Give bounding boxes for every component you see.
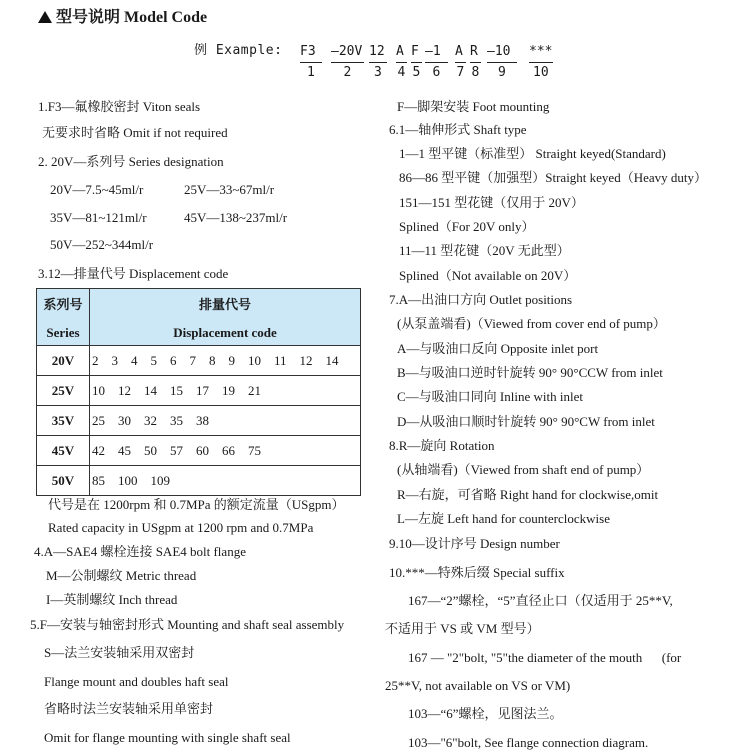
shaft-151: 151—151 型花键（仅用于 20V） <box>399 195 584 210</box>
example-segment-number: 5 <box>412 65 421 80</box>
displacement-value: 3 <box>111 352 118 368</box>
inch-thread: I—英制螺纹 Inch thread <box>46 592 178 607</box>
rotation-r: R—右旋，可省略 Right hand for clockwise,omit <box>397 487 659 502</box>
shaft-1: 1—1 型平键（标准型） Straight keyed(Standard) <box>399 146 666 161</box>
rated-note-en: Rated capacity in USgpm at 1200 rpm and 0.7MPa <box>48 520 314 535</box>
table-header-series <box>37 289 90 346</box>
outlet-d: D—从吸油口顺时针旋转 90° 90°CW from inlet <box>397 414 655 429</box>
example-segment-number: 3 <box>374 65 382 80</box>
row-series: 50V <box>37 466 90 496</box>
displacement-value: 19 <box>222 382 235 398</box>
displacement-value: 85 <box>92 472 105 488</box>
outlet-view: (从泵盖端看)（Viewed from cover end of pump） <box>397 316 666 331</box>
row-series: 25V <box>37 376 90 406</box>
displacement-value: 30 <box>118 412 131 428</box>
example-segment-number: 6 <box>432 65 441 80</box>
example-segment: —1 <box>425 44 448 63</box>
displacement-value: 12 <box>118 382 131 398</box>
displacement-value: 50 <box>144 442 157 458</box>
series-50v: 50V—252~344ml/r <box>50 237 154 252</box>
metric-thread: M—公制螺纹 Metric thread <box>46 568 197 583</box>
example-label: 例 Example: <box>194 43 283 58</box>
displacement-value: 109 <box>150 472 170 488</box>
header-disp-cn: 排量代号 <box>198 296 251 312</box>
series-20v: 20V—7.5~45ml/r <box>50 182 144 197</box>
shaft-86: 86—86 型平键（加强型）Straight keyed（Heavy duty） <box>399 170 707 185</box>
example-segment-number: 10 <box>533 65 549 80</box>
row-series: 20V <box>37 346 90 376</box>
item-7-outlet: 7.A—出油口方向 Outlet positions <box>389 292 573 307</box>
rated-note-cn: 代号是在 1200rpm 和 0.7MPa 的额定流量（USgpm） <box>48 497 345 512</box>
row-values <box>90 376 361 406</box>
table-header-displacement <box>90 289 361 346</box>
row-series: 45V <box>37 436 90 466</box>
displacement-value: 17 <box>196 382 209 398</box>
displacement-value: 4 <box>131 352 138 368</box>
displacement-value: 8 <box>209 352 216 368</box>
example-segment-number: 7 <box>456 65 465 80</box>
item-9-design: 9.10—设计序号 Design number <box>389 536 560 551</box>
displacement-value: 57 <box>170 442 183 458</box>
flange-double-cn: S—法兰安装轴采用双密封 <box>44 645 195 660</box>
header-disp-en: Displacement code <box>173 324 277 340</box>
suffix-103-en: 103—"6"bolt, See flange connection diagram. <box>408 735 649 750</box>
displacement-value: 9 <box>228 352 235 368</box>
displacement-value: 45 <box>118 442 131 458</box>
row-values <box>90 466 361 496</box>
displacement-value: 10 <box>92 382 105 398</box>
shaft-11: 11—11 型花键（20V 无此型） <box>399 243 570 258</box>
suffix-167-cn-cont: 不适用于 VS 或 VM 型号） <box>385 621 540 636</box>
rotation-view: (从轴端看)（Viewed from shaft end of pump） <box>397 462 650 477</box>
page-title <box>38 10 207 26</box>
displacement-value: 2 <box>92 352 99 368</box>
displacement-value: 10 <box>248 352 261 368</box>
displacement-value: 100 <box>118 472 138 488</box>
page-title-text: 型号说明 Model Code <box>56 9 208 26</box>
row-values <box>90 436 361 466</box>
suffix-167-en: 167 — "2"bolt, "5"the diameter of the mouth (for <box>408 650 682 665</box>
example-segment-number: 9 <box>498 65 506 80</box>
row-values <box>90 346 361 376</box>
item-6-shaft: 6.1—轴伸形式 Shaft type <box>389 122 527 137</box>
example-segment: 12 <box>369 44 387 63</box>
flange-single-cn: 省略时法兰安装轴采用单密封 <box>44 701 214 716</box>
suffix-103-cn: 103—“6”螺栓，见图法兰。 <box>408 706 563 721</box>
displacement-value: 11 <box>274 352 287 368</box>
item-2-series: 2. 20V—系列号 Series designation <box>38 154 224 169</box>
displacement-value: 14 <box>144 382 157 398</box>
item-3-displacement: 3.12—排量代号 Displacement code <box>38 266 229 281</box>
table-row <box>37 376 361 406</box>
flange-double-en: Flange mount and doubles haft seal <box>44 674 229 689</box>
outlet-c: C—与吸油口同向 Inline with inlet <box>397 389 583 404</box>
example-segment: R <box>470 44 481 63</box>
displacement-value: 21 <box>248 382 261 398</box>
item-4-flange: 4.A—SAE4 螺栓连接 SAE4 bolt flange <box>34 544 246 559</box>
displacement-value: 75 <box>248 442 261 458</box>
shaft-11-en: Splined（Not available on 20V） <box>399 268 577 283</box>
displacement-value: 12 <box>299 352 313 368</box>
series-35v: 35V—81~121ml/r <box>50 210 147 225</box>
example-segment: *** <box>529 44 553 63</box>
example-segment: F3 <box>300 44 322 63</box>
table-row <box>37 466 361 496</box>
item-1-omit: 无要求时省略 Omit if not required <box>42 125 228 140</box>
outlet-b: B—与吸油口逆时针旋转 90° 90°CCW from inlet <box>397 365 663 380</box>
displacement-value: 32 <box>144 412 157 428</box>
suffix-167-cn: 167—“2”螺栓，“5”直径止口（仅适用于 25**V, <box>408 593 673 608</box>
displacement-value: 15 <box>170 382 183 398</box>
table-row <box>37 406 361 436</box>
item-8-rotation: 8.R—旋向 Rotation <box>389 438 495 453</box>
table-row <box>37 436 361 466</box>
outlet-a: A—与吸油口反向 Opposite inlet port <box>397 341 599 356</box>
item-5-mounting: 5.F—安装与轴密封形式 Mounting and shaft seal assembly <box>30 617 345 632</box>
displacement-value: 7 <box>189 352 196 368</box>
header-series-en: Series <box>46 324 80 340</box>
example-segment-number: 2 <box>343 65 352 80</box>
displacement-value: 66 <box>222 442 235 458</box>
item-1-seals: 1.F3—氟橡胶密封 Viton seals <box>38 99 201 114</box>
item-10-suffix: 10.***—特殊后缀 Special suffix <box>389 565 565 580</box>
example-segment-number: 1 <box>307 65 315 80</box>
displacement-value: 38 <box>196 412 209 428</box>
displacement-value: 42 <box>92 442 105 458</box>
row-series: 35V <box>37 406 90 436</box>
series-25v: 25V—33~67ml/r <box>184 182 275 197</box>
rotation-l: L—左旋 Left hand for counterclockwise <box>397 511 610 526</box>
example-segment: F <box>411 44 422 63</box>
displacement-value: 14 <box>325 352 339 368</box>
displacement-value: 5 <box>150 352 157 368</box>
shaft-151-en: Splined（For 20V only） <box>399 219 535 234</box>
displacement-value: 60 <box>196 442 209 458</box>
example-segment: A <box>396 44 407 63</box>
displacement-value: 35 <box>170 412 183 428</box>
example-segment: —20V <box>331 44 364 63</box>
flange-single-en: Omit for flange mounting with single shaft seal <box>44 730 291 745</box>
example-segment: A <box>455 44 466 63</box>
displacement-value: 6 <box>170 352 177 368</box>
series-45v: 45V—138~237ml/r <box>184 210 288 225</box>
foot-mounting: F—脚架安装 Foot mounting <box>397 99 550 114</box>
displacement-table <box>36 288 361 496</box>
row-values <box>90 406 361 436</box>
example-segment: —10 <box>487 44 517 63</box>
suffix-167-en-cont: 25**V, not available on VS or VM) <box>385 678 571 693</box>
displacement-value: 25 <box>92 412 105 428</box>
table-row <box>37 346 361 376</box>
header-series-cn: 系列号 <box>43 296 83 312</box>
example-segment-number: 8 <box>471 65 480 80</box>
triangle-icon <box>38 11 52 23</box>
example-segment-number: 4 <box>397 65 406 80</box>
